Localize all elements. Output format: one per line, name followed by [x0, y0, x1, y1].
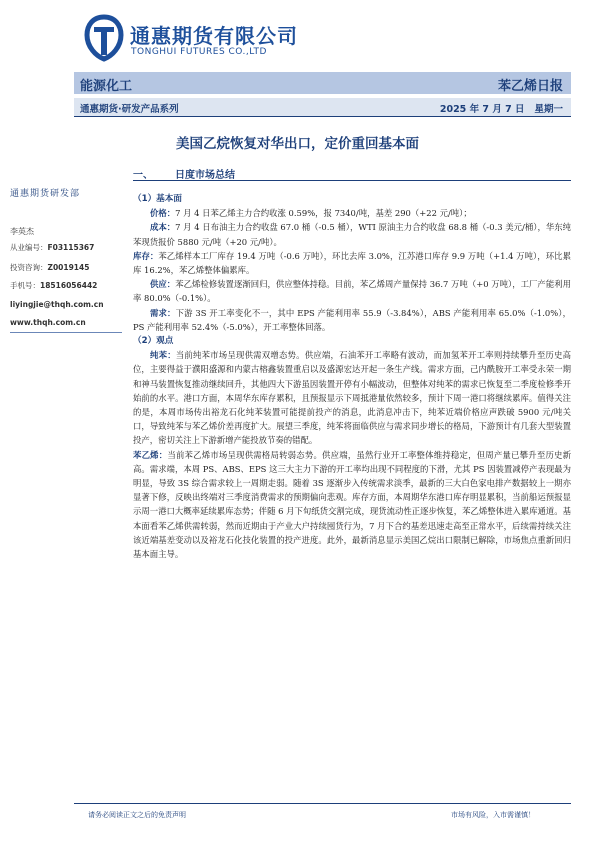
- report-date: [440, 101, 563, 115]
- company-website[interactable]: [10, 318, 86, 327]
- cost-text: 7 月 4 日布油主力合约收盘 67.0 桶（-0.5 桶），WTI 原油主力合约收盘 68.8 桶（-0.3 美元/桶），华东纯苯现货报价 5880 元/吨（+20 元/吨）。: [133, 222, 571, 247]
- sector-label: 能源化工: [80, 79, 133, 94]
- benzene-text: 当前纯苯市场呈现供需双增态势。供应端，石油苯开工率略有波动，而加氢苯开工率则持续攀升至历史高位，主要得益于濮阳盛源和内蒙古榕鑫装置重启以及盛源宏达开起一条生产线。需求方面，己内酰胺开工率受永荣一期和神马装置恢复推动继续回升，其他四大下游虽因装置开停有小幅波动，但整体对纯苯的需求已恢复至二季度检修季开始前的水平。港口方面，本周华东库存累积，且预报显示下周抵港量依然较多，预计下周一港口将继续累库。值得关注的是，本周市场传出裕龙石化纯苯装置可能提前投产的消息，此消息冲击下，纯苯近端价格应声跌破 5900 元/吨关口，导致纯苯与苯乙烯价差再度扩大。展望三季度，纯苯将面临供应与需求同步增长的格局，下游预计有几套大型装置投产，密切关注上下游新增产能投放节奏的错配。: [133, 350, 572, 446]
- cert-value: F03115367: [47, 243, 95, 252]
- basics-heading: （1）基本面: [133, 194, 182, 204]
- cost-label: 成本：: [150, 222, 176, 233]
- price-paragraph: [133, 206, 571, 220]
- footer-risk-warning: 市场有风险，入市需谨慎！: [451, 811, 535, 819]
- analyst-name: 李英杰: [10, 227, 34, 236]
- website-link[interactable]: www.thqh.com.cn: [10, 318, 86, 327]
- report-type-label: 苯乙烯日报: [497, 79, 563, 94]
- consult-label: 投资咨询：: [10, 263, 48, 272]
- demand-paragraph: [133, 306, 571, 334]
- report-headline: 美国乙烷恢复对华出口，定价重回基本面: [176, 136, 419, 152]
- report-subheader-band: [74, 98, 571, 117]
- cost-paragraph: [133, 220, 571, 248]
- sidebar-department: 通惠期货研发部: [10, 189, 81, 199]
- demand-text: 下游 3S 开工率变化不一，其中 EPS 产能利用率 55.9（-3.84%），ABS 产能利用率 65.0%（-1.0%），PS 产能利用率 52.4%（-5.0%），开工率整体回落。: [133, 307, 572, 332]
- company-name-cn: 通惠期货有限公司: [130, 24, 298, 48]
- cert-number: [10, 242, 94, 253]
- supply-paragraph: [133, 277, 571, 305]
- email-link[interactable]: liyingjie@thqh.com.cn: [10, 300, 104, 309]
- section-number: 一、: [133, 170, 153, 181]
- company-name-en: TONGHUI FUTURES CO.,LTD: [131, 47, 267, 57]
- stock-label: 库存：: [133, 250, 159, 261]
- report-body: [133, 192, 571, 561]
- section-divider: [133, 180, 571, 181]
- footer-disclaimer: 请务必阅读正文之后的免责声明: [88, 811, 186, 819]
- phone-number: [10, 280, 97, 291]
- cert-label: 从业编号：: [10, 243, 48, 252]
- analyst-email[interactable]: [10, 300, 104, 309]
- company-logo-icon: [84, 14, 124, 62]
- section-title: [133, 166, 235, 181]
- supply-text: 苯乙烯检修装置逐渐回归，供应整体持稳。目前，苯乙烯周产量保持 36.7 万吨（+0 万吨），工厂产能利用率 80.0%（-0.1%）。: [133, 279, 571, 304]
- stock-text: 苯乙烯样本工厂库存 19.4 万吨（-0.6 万吨），环比去库 3.0%，江苏港口库存 9.9 万吨（+1.4 万吨），环比累库 16.2%，苯乙烯整体偏累库。: [133, 250, 571, 276]
- consult-number: [10, 262, 89, 273]
- supply-label: 供应：: [150, 279, 176, 290]
- views-heading: （2）观点: [133, 336, 174, 347]
- report-header-band: [74, 72, 571, 94]
- price-text: 7 月 4 日苯乙烯主力合约收涨 0.59%，报 7340/吨，基差 290（+22 元/吨）；: [175, 208, 472, 219]
- demand-label: 需求：: [150, 307, 176, 318]
- styrene-text: 当前苯乙烯市场呈现供需格局转弱态势。供应端，虽然行业开工率整体维持稳定，但周产量已攀升至历史新高。需求端，本周 PS、ABS、EPS 这三大主力下游的开工率均出现不同程度的下滑，尤其 PS 因装置减停产表现最为明显，导致 3S 综合需求较上一周期走弱。随着 3S 逐渐步入传统需求淡季，最新的三大白色家电排产数据较上一期亦显著下修，反映出终端对三季度消费需求的预期偏向悲观。库存方面，本周期华东港口库存明显累积，当前船运预报显示周一港口大概率延续累库态势；伴随 6 月下旬纸货交割完成，现货流动性正逐步恢复，苯乙烯整体进入累库通道。基本面看苯乙烯供需转弱，然而近期由于产业大户持续囤货行为，7 月下合约基差迅速走高至正常水平，后续需持续关注该近端基差变动以及裕龙石化技化装置的投产进度。此外，最新消息显示美国乙烷出口限制已解除，市场焦点重新回归基本面主导。: [133, 449, 572, 560]
- date-text: 2025 年 7 月 7 日: [439, 104, 525, 115]
- weekday-text: 星期一: [534, 104, 563, 115]
- styrene-label: 苯乙烯：: [133, 449, 168, 460]
- styrene-paragraph: [133, 448, 571, 562]
- footer-divider: [74, 803, 571, 804]
- benzene-paragraph: [133, 348, 571, 447]
- series-label: 通惠期货·研发产品系列: [80, 104, 179, 115]
- sidebar-divider: [10, 332, 122, 333]
- section-title-text: 日度市场总结: [175, 170, 235, 181]
- consult-value: Z0019145: [47, 263, 90, 272]
- price-label: 价格：: [150, 208, 176, 219]
- phone-value: 18516056442: [40, 281, 98, 290]
- phone-label: 手机号：: [10, 281, 40, 290]
- stock-paragraph: [133, 249, 571, 277]
- benzene-label: 纯苯：: [150, 350, 176, 361]
